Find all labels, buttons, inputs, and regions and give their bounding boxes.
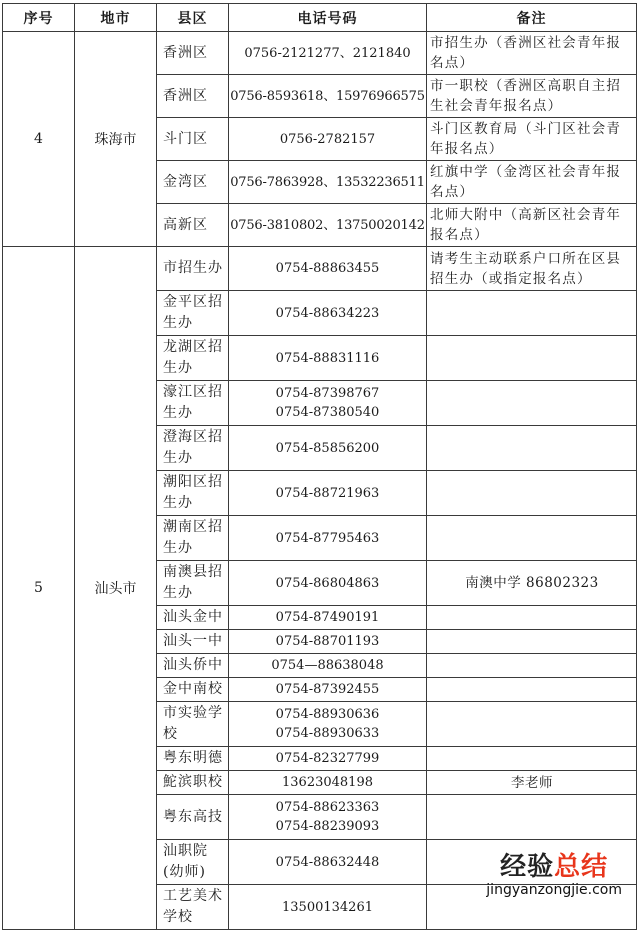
phone-cell [229,291,427,336]
note-cell: 李老师 [427,771,637,795]
county-cell: 粤东高技 [157,795,229,840]
phone-number: 0754-88634223 [275,305,380,321]
note-cell [427,630,637,654]
county-cell: 鮀滨职校 [157,771,229,795]
phone-cell [229,561,427,606]
phone-cell [229,247,427,291]
city-cell: 珠海市 [75,32,157,247]
phone-number: 0754-88831116 [275,350,380,366]
phone-number: 0754-88632448 [275,854,380,870]
note-cell [427,654,637,678]
note-cell [427,381,637,426]
watermark-url: jingyanzongjie.com [486,882,622,898]
phone-cell [229,678,427,702]
county-cell: 潮南区招生办 [157,516,229,561]
phone-cell [229,32,427,75]
county-cell: 高新区 [157,204,229,247]
note-cell [427,795,637,840]
phone-cell [229,381,427,426]
phone-cell [229,795,427,840]
county-cell: 金中南校 [157,678,229,702]
watermark-title-b: 总结 [554,852,609,882]
county-cell: 金湾区 [157,161,229,204]
header-county: 县区 [157,4,229,32]
contact-table [2,3,637,930]
phone-cell [229,516,427,561]
watermark-title-a: 经验 [500,852,555,882]
note-cell [427,291,637,336]
header-phone: 电话号码 [229,4,427,32]
phone-number: 0754-86804863 [275,575,380,591]
phone-number: 0756-8593618、15976966575 [230,88,425,104]
phone-cell [229,840,427,885]
county-cell: 香洲区 [157,75,229,118]
note-cell: 南澳中学 86802323 [427,561,637,606]
phone-number: 13623048198 [282,775,373,790]
county-cell: 市实验学校 [157,702,229,747]
seq-cell: 4 [3,32,75,247]
phone-number: 0754-88239093 [275,819,380,834]
county-cell: 汕头侨中 [157,654,229,678]
note-cell [427,702,637,747]
phone-cell [229,75,427,118]
county-cell: 汕职院(幼师) [157,840,229,885]
phone-cell [229,885,427,930]
county-cell: 香洲区 [157,32,229,75]
city-cell: 汕头市 [75,247,157,930]
phone-cell [229,204,427,247]
note-cell [427,471,637,516]
note-cell: 北师大附中（高新区社会青年报名点） [427,204,637,247]
county-cell: 龙湖区招生办 [157,336,229,381]
county-cell: 潮阳区招生办 [157,471,229,516]
county-cell: 濠江区招生办 [157,381,229,426]
county-cell: 市招生办 [157,247,229,291]
phone-cell [229,654,427,678]
phone-number: 0754-87490191 [275,610,380,625]
header-seq: 序号 [3,4,75,32]
phone-number: 0754-85856200 [275,440,380,456]
phone-number: 0754-88930636 [275,707,380,722]
header-row [3,4,637,32]
phone-cell [229,471,427,516]
note-cell [427,606,637,630]
note-cell [427,516,637,561]
header-city: 地市 [75,4,157,32]
phone-cell [229,118,427,161]
header-note: 备注 [427,4,637,32]
phone-cell [229,747,427,771]
phone-number: 0754-88623363 [275,800,380,815]
phone-number: 13500134261 [282,899,373,915]
phone-number: 0754-87795463 [275,530,380,546]
county-cell: 南澳县招生办 [157,561,229,606]
note-cell [427,678,637,702]
phone-number: 0754-87392455 [275,682,380,697]
watermark-title [486,852,622,882]
phone-number: 0754-88721963 [275,485,380,501]
note-cell: 红旗中学（金湾区社会青年报名点） [427,161,637,204]
county-cell: 金平区招生办 [157,291,229,336]
seq-cell: 5 [3,247,75,930]
phone-number: 0756-7863928、13532236511 [230,174,425,190]
county-cell: 斗门区 [157,118,229,161]
phone-number: 0754-87398767 [275,386,380,401]
phone-cell [229,336,427,381]
note-cell: 斗门区教育局（斗门区社会青年报名点） [427,118,637,161]
phone-cell [229,161,427,204]
phone-cell [229,630,427,654]
phone-number: 0756-2782157 [279,131,376,147]
county-cell: 汕头金中 [157,606,229,630]
phone-number: 0754—88638048 [271,658,384,673]
note-cell: 市一职校（香洲区高职自主招生社会青年报名点） [427,75,637,118]
site-watermark [486,852,622,898]
phone-number: 0754-87380540 [275,405,380,420]
phone-number: 0754-88863455 [275,261,380,276]
phone-number: 0754-88701193 [275,634,380,649]
table-row [3,32,637,75]
phone-cell [229,426,427,471]
phone-cell [229,606,427,630]
phone-number: 0756-2121277、2121840 [244,45,411,61]
phone-number: 0756-3810802、13750020142 [230,217,425,233]
note-cell [427,426,637,471]
phone-cell [229,771,427,795]
county-cell: 澄海区招生办 [157,426,229,471]
phone-number: 0754-88930633 [275,726,380,741]
county-cell: 汕头一中 [157,630,229,654]
phone-cell [229,702,427,747]
phone-number: 0754-82327799 [275,751,380,766]
note-cell [427,336,637,381]
county-cell: 工艺美术学校 [157,885,229,930]
table-row [3,247,637,291]
county-cell: 粤东明德 [157,747,229,771]
note-cell [427,747,637,771]
note-cell: 请考生主动联系户口所在区县招生办（或指定报名点） [427,247,637,291]
note-cell: 市招生办（香洲区社会青年报名点） [427,32,637,75]
